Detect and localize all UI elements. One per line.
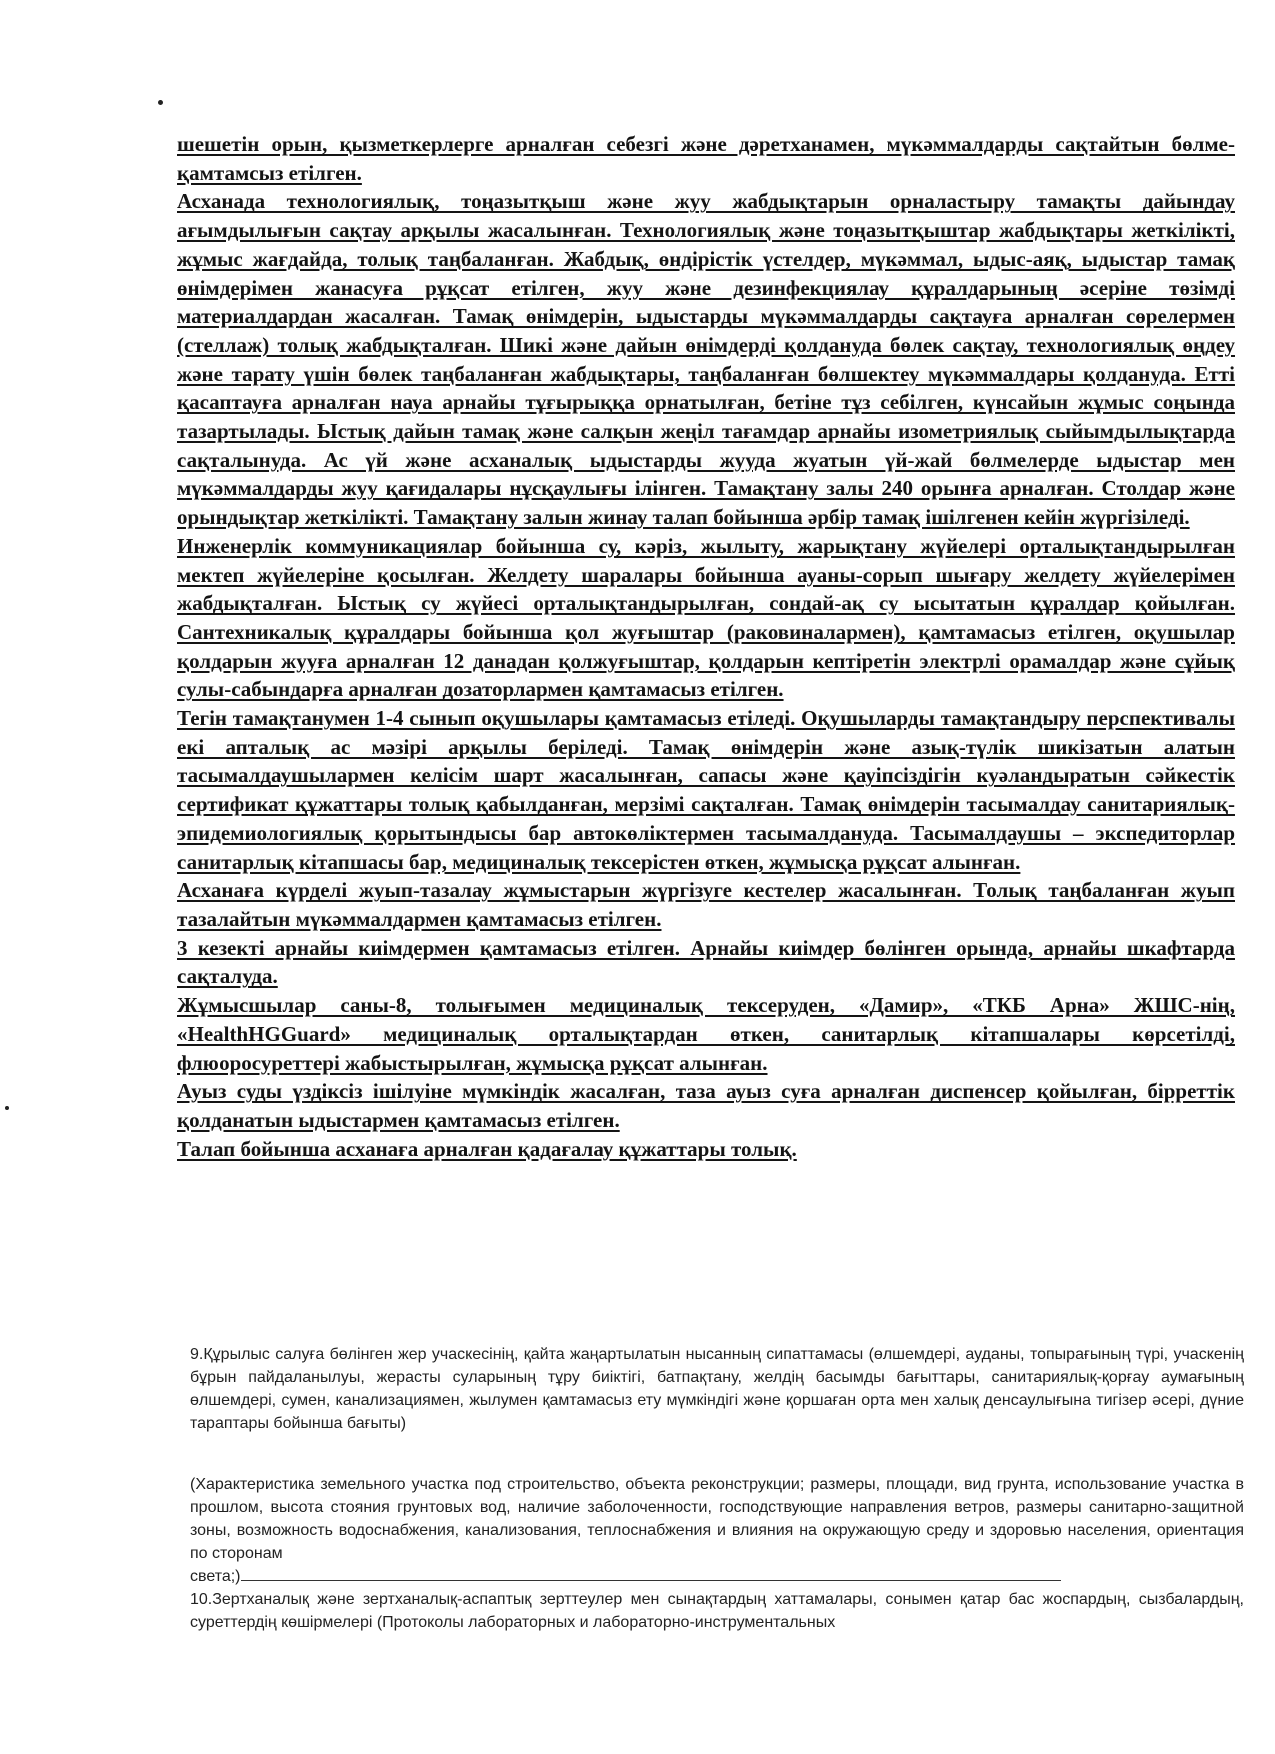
paragraph-special-clothing: 3 кезекті арнайы киімдермен қамтамасыз етілген. Арнайы киімдер бөлінген орында, арнайы шкафтарда сақталуда. bbox=[177, 935, 1235, 989]
fill-in-line bbox=[241, 1580, 1061, 1581]
paragraph-shower-storage: шешетін орын, қызметкерлерге арналған себезгі және дәретханамен, мүкәммалдарды сақтайтын бөлме-қамтамсыз етілген. bbox=[177, 132, 1235, 185]
form-items bbox=[190, 1343, 1244, 1634]
report-body bbox=[177, 130, 1235, 1163]
paragraph-free-meals: Тегін тамақтанумен 1-4 сынып оқушылары қамтамасыз етіледі. Оқушыларды тамақтандыру перспективалы екі апталық ас мәзірі арқылы беріледі. Тамақ өнімдерін және азық-түлік шикізатын алатын тасымалдаушылармен келісім шарт жасалынған, сапасы және қауіпсіздігін куәландыратын сәйкестік сертификат құжаттары толық қабылданған, мерзімі сақталған. Тамақ өнімдерін тасымалдау санитариялық-эпидемиологиялық қорытындысы бар автокөліктермен тасымалдануда. Тасымалдаушы – экспедиторлар санитарлық кітапшасы бар, медициналық тексерістен өткен, жұмысқа рұқсат алынған. bbox=[177, 706, 1235, 874]
paragraph-supervision-documents: Талап бойынша асханаға арналған қадағалау құжаттары толық. bbox=[177, 1136, 797, 1161]
paragraph-kitchen-equipment: Асханада технологиялық, тоңазытқыш және жуу жабдықтарын орналастыру тамақты дайындау ағымдылығын сақтау арқылы жасалынған. Технологиялық және тоңазытқыштар жабдықтары жеткілікті, жұмыс жағдайда, толық таңбаланған. Жабдық, өндірістік үстелдер, мүкәммал, ыдыс-аяқ, ыдыстар тамақ өнімдерімен жанасуға рұқсат етілген, жуу және дезинфекциялау құралдарының әсеріне төзімді материалдардан жасалған. Тамақ өнімдерін, ыдыстарды мүкәммалдарды сақтауға арналған сөрелермен (стеллаж) толық жабдықталған. Шикі және дайын өнімдерді қолдануда бөлек сақтау, технологиялық өңдеу және тарату үшін бөлек таңбаланған жабдықтары, таңбаланған бөлшектеу мүкәммалдары қолдануда. Етті қасаптауға арналған науа арнайы тұғырыққа орнатылған, бетіне тұз себілген, күнсайын жұмыс соңында тазартылады. Ыстық дайын тамақ және салқын жеңіл тағамдар арнайы изометриялық сыйымдылықтарда сақталынуда. Ас үй және асханалық ыдыстарды жууда жуатын үй-жай бөлмелерде ыдыстар мен мүкәммалдарды жуу қағидалары нұсқаулығы ілінген. Тамақтану залы 240 орынға арналған. Столдар және орындықтар жеткілікті. Тамақтану залын жинау талап бойынша әрбір тамақ ішілгенен кейін жүргізіледі. bbox=[177, 189, 1235, 530]
item-9-kazakh: 9.Құрылыс салуға бөлінген жер учаскесінің, қайта жаңартылатын нысанның сипаттамасы (өлшемдері, ауданы, топырағының түрі, учаскенің бұрын пайдаланылуы, жерасты суларының тұру биіктігі, батпақтану, желдің басымды бағыттары, санитариялық-қорғау аумағының өлшемдері, сумен, канализациямен, жылумен қамтамасыз ету мүмкіндігі және қоршаған орта мен халық денсаулығына тигізер әсері, дүние тараптары бойынша бағыты) bbox=[190, 1346, 1244, 1432]
item-9-russian: (Характеристика земельного участка под строительство, объекта реконструкции; размеры, площади, вид грунта, использование участка в прошлом, высота стояния грунтовых вод, наличие заболоченности, господствующие направления ветров, размеры санитарно-защитной зоны, возможность водоснабжения, канализования, теплоснабжения и влияния на окружающую среду и здоровью населения, ориентация по сторонам bbox=[190, 1476, 1244, 1562]
scan-speck bbox=[5, 1106, 9, 1110]
paragraph-drinking-water: Ауыз суды үздіксіз ішілуіне мүмкіндік жасалған, таза ауыз суға арналған диспенсер қойылған, бірреттік қолданатын ыдыстармен қамтамасыз етілген. bbox=[177, 1079, 1235, 1132]
paragraph-engineering-communications: Инженерлік коммуникациялар бойынша су, кәріз, жылыту, жарықтану жүйелері орталықтандырылған мектеп жүйелеріне қосылған. Желдету шаралары бойынша ауаны-сорып шығару желдету жүйелерімен жабдықталған. Ыстық су жүйесі орталықтандырылған, сондай-ақ су ысытатын құралдар қойылған. Сантехникалық құралдары бойынша қол жуғыштар (раковиналармен), қамтамасыз етілген, оқушылар қолдарын жууға арналған 12 данадан қолжуғыштар, қолдарын кептіретін электрлі орамалдар және сұйық сулы-сабындарға арналған дозаторлармен қамтамасыз етілген. bbox=[177, 533, 1235, 702]
item-9-russian-end-text: света;) bbox=[190, 1568, 241, 1585]
paragraph-cleaning-schedule: Асханаға күрделі жуып-тазалау жұмыстарын жүргізуге кестелер жасалынған. Толық таңбаланған жуып тазалайтын мүкәммалдармен қамтамасыз етілген. bbox=[177, 878, 1235, 931]
item-10: 10.Зертханалық және зертханалық-аспаптық зерттеулер мен сынақтардың хаттамалары, сонымен қатар бас жоспардың, сызбалардың, суреттердің көшірмелері (Протоколы лабораторных и лабораторно-инструментальных bbox=[190, 1591, 1244, 1631]
paragraph-workers: Жұмысшылар саны-8, толығымен медициналық тексеруден, «Дамир», «ТКБ Арна» ЖШС-нің, «HealthHGGuard» медициналық орталықтардан өткен, санитарлық кітапшалары көрсетілді, флюоросуреттері жабыстырылған, жұмысқа рұқсат алынған. bbox=[177, 993, 1235, 1075]
scan-speck bbox=[158, 100, 163, 105]
item-9-russian-end bbox=[190, 1565, 1244, 1588]
spacer bbox=[190, 1435, 1244, 1473]
